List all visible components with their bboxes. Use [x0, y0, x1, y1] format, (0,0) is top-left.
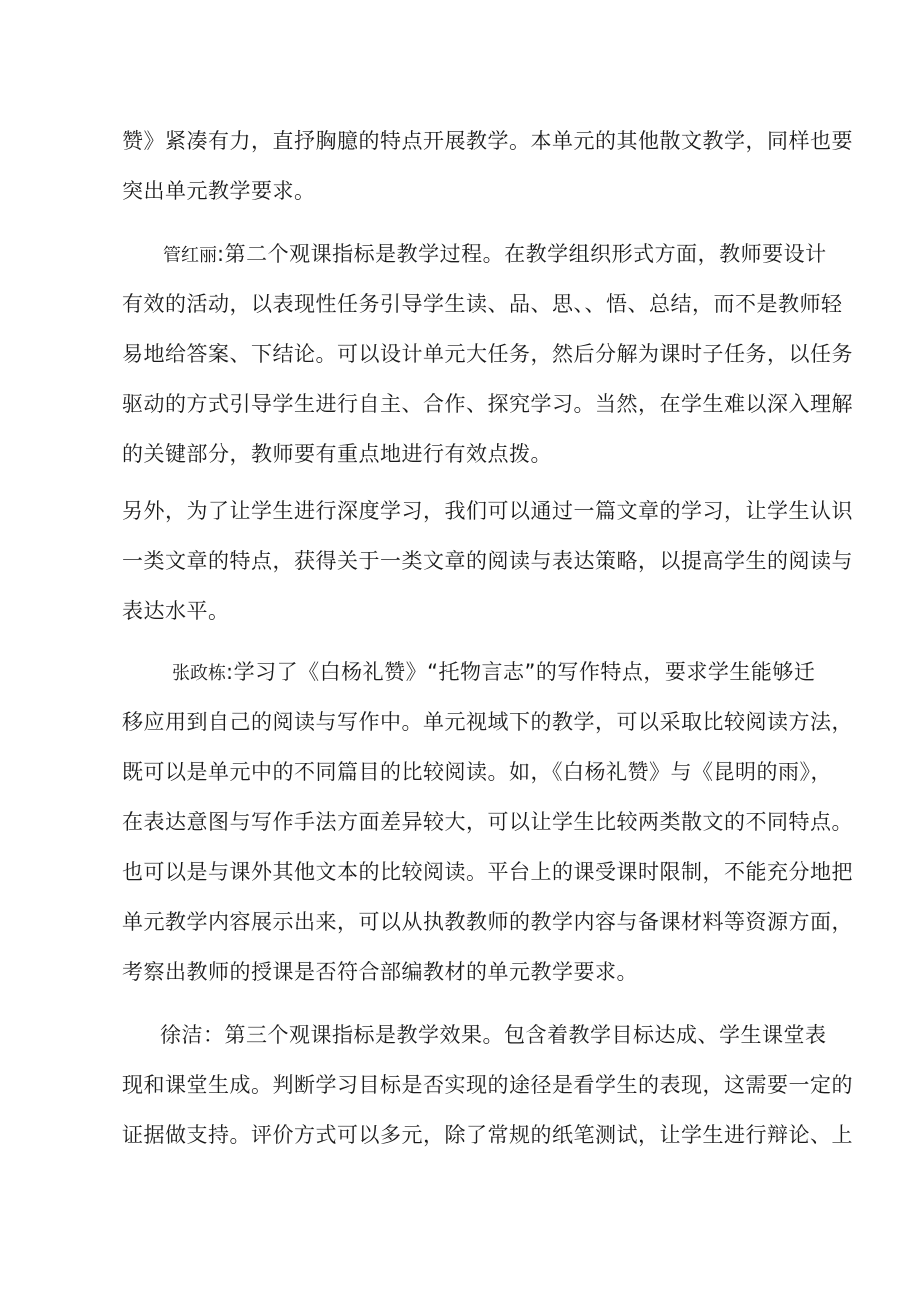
speaker-name: 管红丽 [163, 245, 217, 266]
paragraph-2-line-1 [163, 240, 827, 270]
paragraph-1-line-1: 赞》紧凑有力，直抒胸臆的特点开展教学。本单元的其他散文教学，同样也要 [122, 129, 853, 153]
paragraph-4-line-4: 在表达意图与写作手法方面差异较大，可以让学生比较两类散文的不同特点。 [122, 810, 853, 834]
paragraph-4-line-7: 考察出教师的授课是否符合部编教材的单元教学要求。 [122, 960, 638, 984]
paragraph-4-first-line: :学习了《白杨礼赞》“托物言志”的写作特点，要求学生能够迁 [226, 660, 816, 684]
paragraph-4-line-5: 也可以是与课外其他文本的比较阅读。平台上的课受课时限制，不能充分地把 [122, 860, 853, 884]
paragraph-2-line-5: 的关键部分，教师要有重点地进行有效点拨。 [122, 442, 552, 466]
paragraph-1-line-2: 突出单元教学要求。 [122, 179, 316, 203]
paragraph-5-line-1: 徐洁：第三个观课指标是教学效果。包含着教学目标达成、学生课堂表 [160, 1023, 827, 1047]
paragraph-2-first-line: :第二个观课指标是教学过程。在教学组织形式方面，教师要设计 [217, 242, 827, 266]
paragraph-4-line-3: 既可以是单元中的不同篇目的比较阅读。如，《白杨礼赞》与《昆明的雨》， [122, 760, 832, 784]
paragraph-4-line-6: 单元教学内容展示出来，可以从执教教师的教学内容与备课材料等资源方面， [122, 910, 853, 934]
speaker-name: 张政栋 [172, 663, 226, 684]
paragraph-4-line-1 [172, 658, 815, 688]
paragraph-3-line-3: 表达水平。 [122, 599, 230, 623]
paragraph-3-line-2: 一类文章的特点，获得关于一类文章的阅读与表达策略，以提高学生的阅读与 [122, 549, 853, 573]
paragraph-3-line-1: 另外，为了让学生进行深度学习，我们可以通过一篇文章的学习，让学生认识 [122, 499, 853, 523]
paragraph-5-line-2: 现和课堂生成。判断学习目标是否实现的途径是看学生的表现，这需要一定的 [122, 1073, 853, 1097]
paragraph-2-line-4: 驱动的方式引导学生进行自主、合作、探究学习。当然，在学生难以深入理解 [122, 392, 853, 416]
paragraph-2-line-2: 有效的活动，以表现性任务引导学生读、品、思、、悟、总结，而不是教师轻 [122, 292, 843, 316]
paragraph-2-line-3: 易地给答案、下结论。可以设计单元大任务，然后分解为课时子任务，以任务 [122, 342, 853, 366]
paragraph-4-line-2: 移应用到自己的阅读与写作中。单元视域下的教学，可以采取比较阅读方法， [122, 710, 853, 734]
paragraph-5-line-3: 证据做支持。评价方式可以多元，除了常规的纸笔测试，让学生进行辩论、上 [122, 1123, 853, 1147]
